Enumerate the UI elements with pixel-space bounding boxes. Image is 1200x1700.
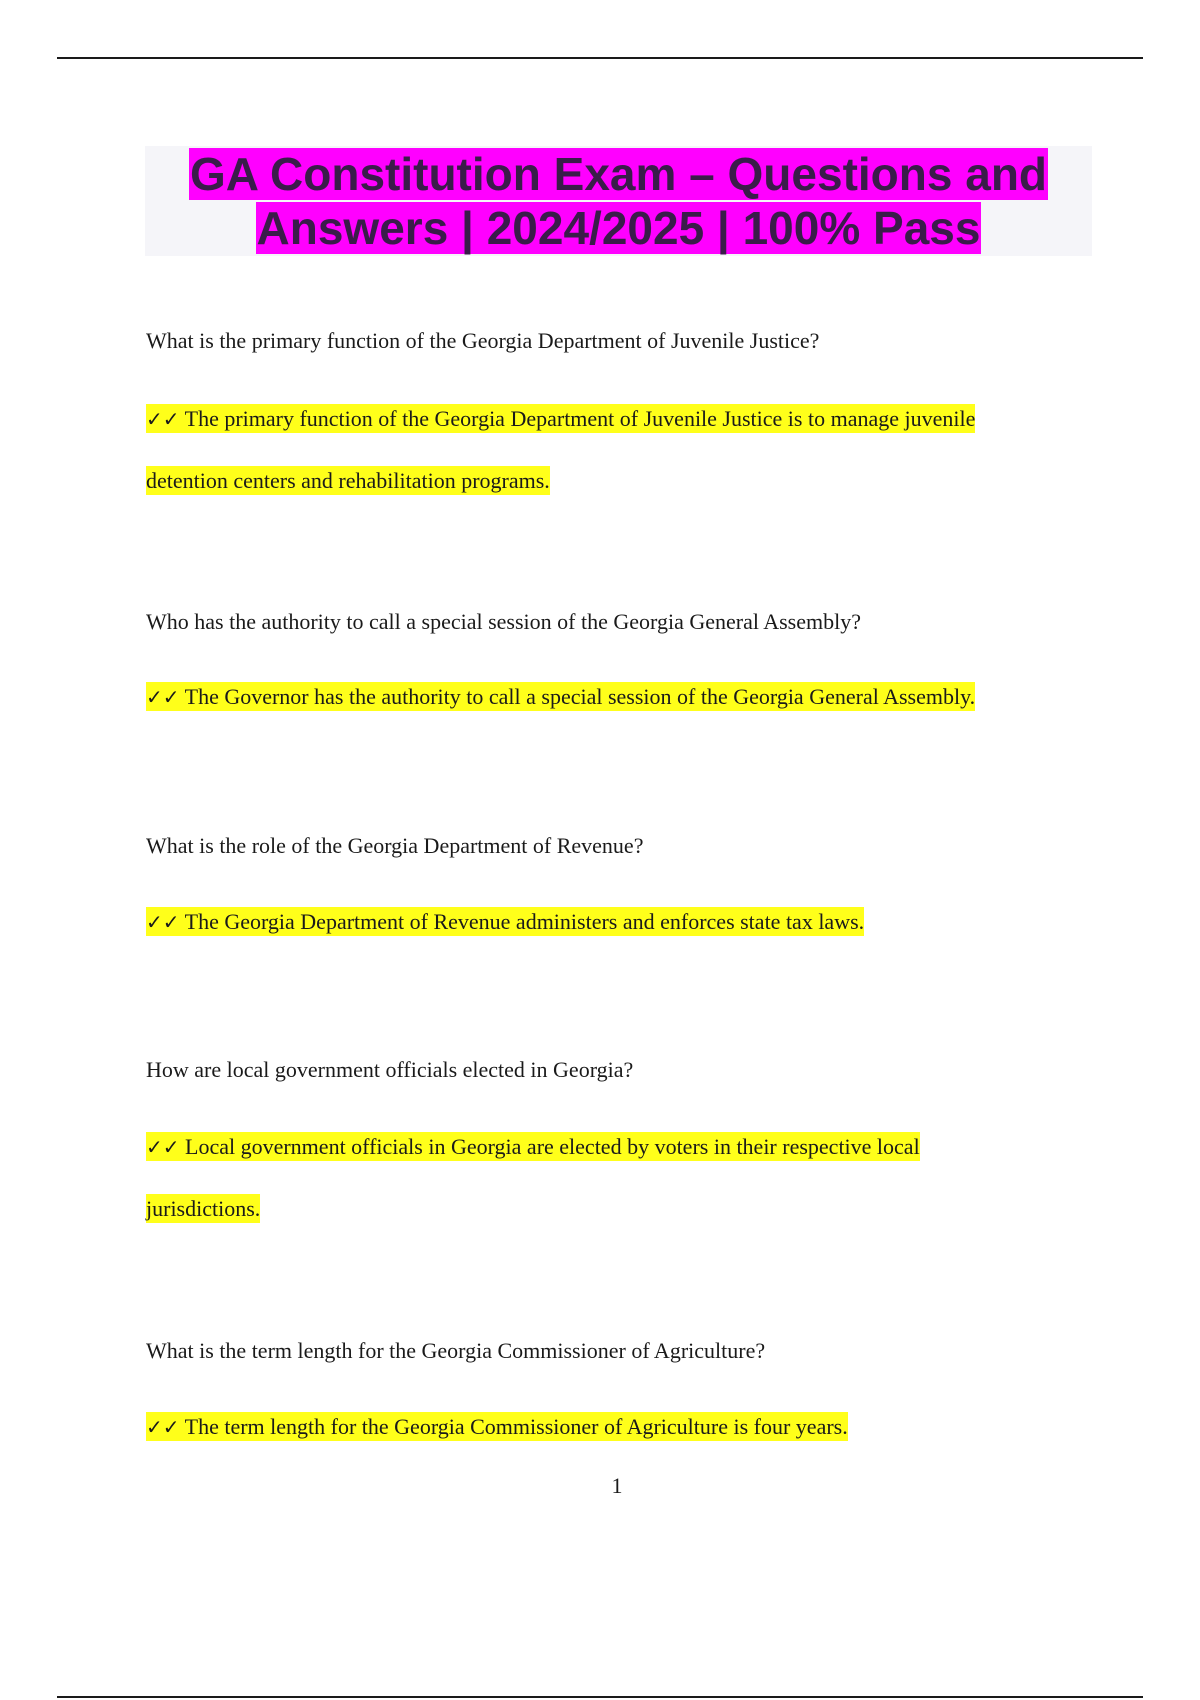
question-2: Who has the authority to call a special session of the Georgia General Assembly? <box>146 609 861 634</box>
answer-4 <box>146 1116 1086 1239</box>
document-title <box>145 146 1092 255</box>
answer-5 <box>146 1396 1086 1458</box>
page-number: 1 <box>611 1473 623 1498</box>
answer-5-line-1: ✓✓ The term length for the Georgia Commissioner of Agriculture is four years. <box>146 1414 848 1439</box>
title-box <box>145 146 1092 256</box>
answer-1-line-2: detention centers and rehabilitation programs. <box>146 468 550 493</box>
answer-4-line-1: ✓✓ Local government officials in Georgia are elected by voters in their respective local <box>146 1134 920 1159</box>
double-check-icon: ✓✓ <box>146 685 180 709</box>
title-line-1: GA Constitution Exam – Questions and <box>189 148 1048 200</box>
answer-3 <box>146 891 1086 953</box>
bottom-rule <box>57 1696 1143 1698</box>
top-rule <box>57 57 1143 59</box>
answer-1-line-1: ✓✓ The primary function of the Georgia Department of Juvenile Justice is to manage juvenile <box>146 406 976 431</box>
answer-1 <box>146 388 1086 511</box>
double-check-icon: ✓✓ <box>146 910 180 934</box>
question-3: What is the role of the Georgia Department of Revenue? <box>146 833 644 858</box>
answer-4-line-2: jurisdictions. <box>146 1196 261 1221</box>
double-check-icon: ✓✓ <box>146 1135 180 1159</box>
answer-2-line-1: ✓✓ The Governor has the authority to call a special session of the Georgia General Assembly. <box>146 684 976 709</box>
title-line-2: Answers | 2024/2025 | 100% Pass <box>256 202 981 254</box>
question-5: What is the term length for the Georgia Commissioner of Agriculture? <box>146 1338 766 1363</box>
answer-2 <box>146 666 1086 728</box>
answer-3-line-1: ✓✓ The Georgia Department of Revenue administers and enforces state tax laws. <box>146 909 865 934</box>
question-4: How are local government officials elected in Georgia? <box>146 1057 634 1082</box>
question-1: What is the primary function of the Georgia Department of Juvenile Justice? <box>146 328 820 353</box>
double-check-icon: ✓✓ <box>146 407 180 431</box>
double-check-icon: ✓✓ <box>146 1415 180 1439</box>
